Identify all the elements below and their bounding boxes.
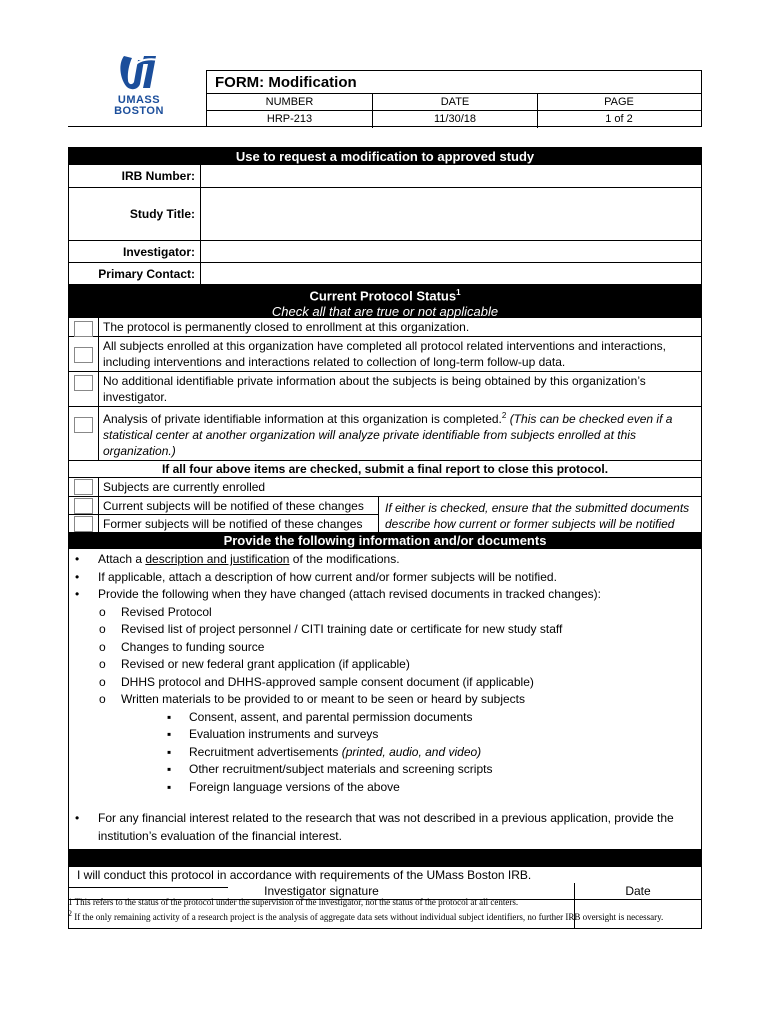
study-title-label: Study Title:: [69, 188, 201, 240]
study-title-row: [69, 187, 701, 240]
subsub-list-item: ▪ Foreign language versions of the above: [167, 779, 400, 794]
form-banner: Use to request a modification to approved study: [69, 148, 701, 165]
sub-list-item: o Revised list of project personnel / CITI training date or certificate for new study staff: [99, 622, 563, 636]
analysis-text: Analysis of private identifiable information at this organization is completed.: [103, 412, 502, 426]
irb-number-field[interactable]: [201, 165, 701, 187]
description-justification-link: description and justification: [145, 552, 290, 566]
checkbox-no-additional-info[interactable]: [74, 375, 93, 391]
umass-boston-logo: [108, 54, 170, 118]
status-heading-bar: [69, 284, 701, 318]
checkbox-closed-enrollment[interactable]: [74, 321, 93, 337]
logo-line-2: BOSTON: [114, 105, 164, 117]
former-notified-text: Former subjects will be notified of these changes: [103, 517, 363, 531]
umass-logo-mark-icon: [116, 54, 162, 92]
status-item-text: All subjects enrolled at this organization have completed all protocol related interventions and interactions, including interventions and interactions related to collection of long-term follow-up data.: [103, 339, 666, 369]
primary-contact-label: Primary Contact:: [69, 263, 201, 284]
status-item-row: [69, 336, 701, 371]
footnote-2: [68, 908, 698, 923]
status-item-row: [69, 371, 701, 406]
investigator-field[interactable]: [201, 241, 701, 262]
investigator-row: [69, 240, 701, 262]
checkbox-completed-interventions[interactable]: [74, 347, 93, 363]
enrolled-row: [69, 477, 701, 496]
list-item: • For any financial interest related to the research that was not described in a previous application, provide the institution’s evaluation of the financial interest.: [75, 811, 674, 843]
status-item-row: [69, 318, 701, 336]
modification-form: [68, 147, 702, 929]
list-item: • If applicable, attach a description of how current and/or former subjects will be notified.: [75, 569, 557, 584]
status-subheading: Check all that are true or not applicable: [271, 304, 499, 320]
checkbox-former-notified[interactable]: [74, 516, 93, 532]
primary-contact-field[interactable]: [201, 263, 701, 284]
notification-rows: [69, 496, 701, 532]
either-checked-note: If either is checked, ensure that the submitted documents describe how current or former subjects will be notified: [385, 501, 690, 531]
subsub-list-item: ▪ Consent, assent, and parental permission documents: [167, 709, 473, 724]
primary-contact-row: [69, 262, 701, 284]
subsub-list-item: ▪ Other recruitment/subject materials and screening scripts: [167, 762, 493, 776]
sub-list-item: o DHHS protocol and DHHS-approved sample consent document (if applicable): [99, 674, 534, 689]
investigator-label: Investigator:: [69, 241, 201, 262]
checkbox-currently-enrolled[interactable]: [74, 479, 93, 495]
form-header: [206, 70, 702, 127]
status-item-text: [99, 407, 701, 460]
page-number: 1 of 2: [605, 113, 633, 125]
footnote-rule: [68, 887, 228, 888]
final-report-note: [69, 460, 701, 477]
status-item-text: No additional identifiable private information about the subjects is being obtained by this organization’s investigator.: [103, 374, 646, 404]
sub-list-item: o Revised Protocol: [99, 604, 212, 619]
subsub-list-item: ▪ Evaluation instruments and surveys: [167, 727, 379, 741]
header-col-date: DATE: [373, 94, 538, 111]
header-col-number: NUMBER: [207, 94, 373, 111]
footnote-2-text: If the only remaining activity of a research project is the analysis of aggregate data sets without individual subject identifiers, no further IRB oversight is necessary.: [74, 912, 664, 922]
status-item-text: The protocol is permanently closed to enrollment at this organization.: [103, 320, 470, 334]
documents-list: [69, 549, 701, 849]
sub-list-item: o Changes to funding source: [99, 639, 265, 654]
study-title-field[interactable]: [201, 188, 701, 240]
signature-label: Investigator signature: [69, 883, 575, 899]
form-title: FORM: Modification: [215, 74, 357, 91]
irb-number-row: [69, 165, 701, 187]
date-label: Date: [625, 884, 651, 898]
irb-number-label: IRB Number:: [69, 165, 201, 187]
sub-list-item: o Revised or new federal grant application (if applicable): [99, 657, 410, 671]
header-col-page: PAGE: [604, 96, 634, 108]
analysis-note-a: (This can be checked even if a: [509, 412, 673, 426]
enrolled-text: Subjects are currently enrolled: [103, 480, 266, 494]
footnote-1: 1 This refers to the status of the protocol under the supervision of the investigator, not the status of the protocol at all centers.: [68, 897, 519, 907]
list-item: • Provide the following when they have changed (attach revised documents in tracked changes):: [75, 587, 601, 601]
sub-list-item: o Written materials to be provided to or meant to be seen or heard by subjects: [99, 692, 525, 706]
analysis-note-b: statistical center at another organization will analyze private identifiable from subjects enrolled at this organization.): [103, 428, 636, 458]
header-columns-row: [207, 93, 701, 111]
documents-heading: Provide the following information and/or documents: [69, 532, 701, 549]
list-item: • Attach a description and justification of the modifications.: [75, 552, 400, 566]
current-notified-text: Current subjects will be notified of these changes: [103, 499, 364, 513]
final-report-text: If all four above items are checked, submit a final report to close this protocol.: [161, 462, 609, 476]
logo-line-1: UMASS: [117, 94, 161, 106]
status-item-row: [69, 406, 701, 460]
form-date: 11/30/18: [373, 111, 538, 128]
header-rule: [68, 126, 702, 127]
signature-bar: [69, 849, 701, 867]
status-heading: Current Protocol Status: [309, 288, 457, 304]
footnote-2-number: 2: [68, 909, 72, 918]
form-number: HRP-213: [207, 111, 373, 128]
analysis-footnote-ref: 2: [501, 411, 507, 420]
attestation-text: I will conduct this protocol in accordance with requirements of the UMass Boston IRB.: [77, 868, 532, 882]
checkbox-current-notified[interactable]: [74, 498, 93, 514]
checkbox-analysis-completed[interactable]: [74, 417, 93, 433]
status-footnote-ref: 1: [456, 288, 461, 297]
subsub-list-item: ▪ Recruitment advertisements (printed, audio, and video): [167, 744, 482, 759]
